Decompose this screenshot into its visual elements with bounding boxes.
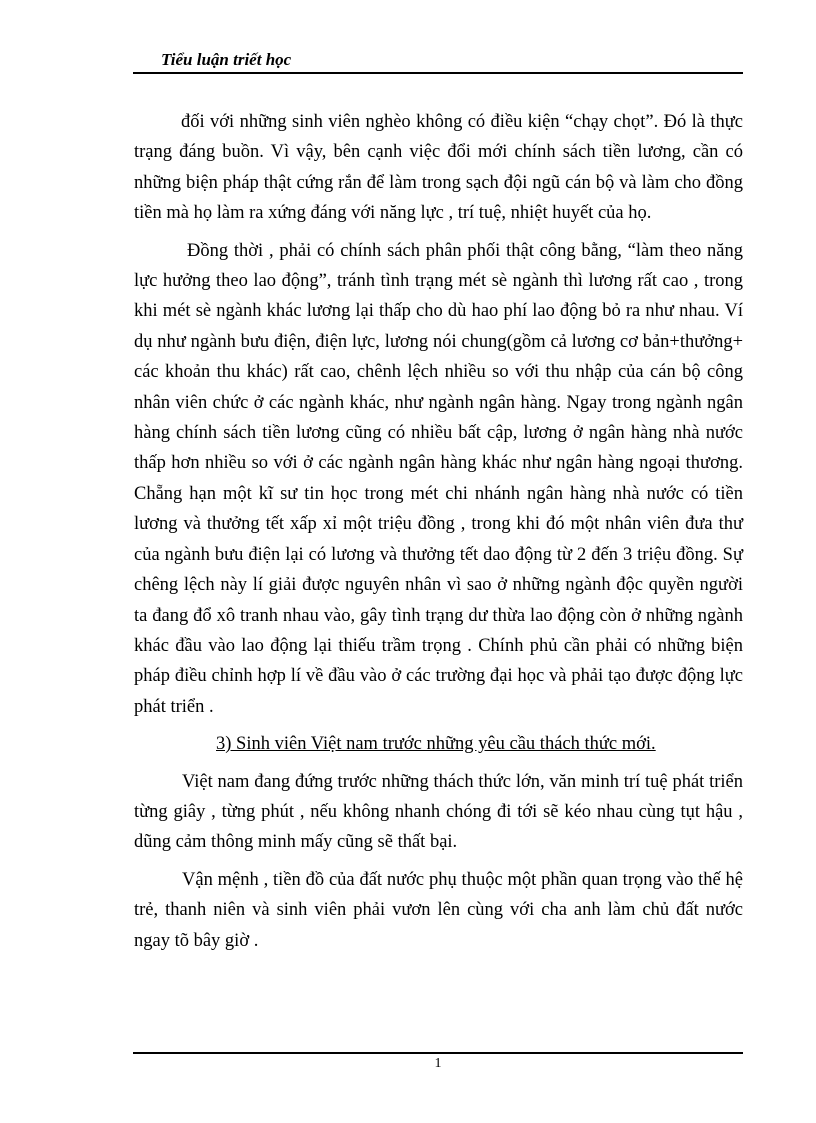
paragraph-2: Đồng thời , phải có chính sách phân phối thật công bằng, “làm theo năng lực hưởng theo lao động”, tránh tình trạng mét sè ngành thì lương rất cao , trong khi mét sè ngành khác lương lại thấp cho dù hao phí lao động bỏ ra như nhau. Ví dụ như ngành bưu điện, điện lực, lương nói chung(gồm cả lương cơ bản+thưởng+ các khoản thu khác) rất cao, chênh lệch nhiều so với thu nhập của cán bộ công nhân viên chức ở các ngành khác, như ngành ngân hàng. Ngay trong ngành ngân hàng chính sách tiền lương cũng có nhiều bất cập, lương ở ngân hàng nhà nước thấp hơn nhiều so với ở các ngành ngân hàng khác như ngân hàng ngoại thương. Chẵng hạn một kĩ sư tin học trong mét chi nhánh ngân hàng nhà nước có tiền lương và thưởng tết xấp xỉ một triệu đồng , trong khi đó một nhân viên đưa thư của ngành bưu điện lại có lương và thưởng tết dao động từ 2 đến 3 triệu đồng. Sự chêng lệch này lí giải được nguyên nhân vì sao ở những ngành độc quyền người ta đang đổ xô tranh nhau vào, gây tình trạng dư thừa lao động còn ở những ngành khác đầu vào lao động lại thiếu trầm trọng . Chính phủ cần phải có những biện pháp điều chỉnh hợp lí về đầu vào ở các trường đại học và phải tạo được động lực phát triển .: [134, 240, 743, 717]
paragraph-4: Vận mệnh , tiền đồ của đất nước phụ thuộc một phần quan trọng vào thế hệ trẻ, thanh niên và sinh viên phải vươn lên cùng với cha anh làm chủ đất nước ngay tõ bây giờ .: [134, 869, 743, 951]
paragraph-3: Việt nam đang đứng trước những thách thức lớn, văn minh trí tuệ phát triển từng giây , từng phút , nếu không nhanh chóng đi tới sẽ kéo nhau cùng tụt hậu , dũng cảm thông minh mấy cũng sẽ thất bại.: [134, 771, 743, 853]
paragraph-1: đối với những sinh viên nghèo không có điều kiện “chạy chọt”. Đó là thực trạng đáng buồn. Vì vậy, bên cạnh việc đổi mới chính sách tiền lương, cần có những biện pháp thật cứng rắn để làm trong sạch đội ngũ cán bộ và làm cho đồng tiền mà họ làm ra xứng đáng với năng lực , trí tuệ, nhiệt huyết của họ.: [134, 112, 743, 224]
footer-divider: [133, 1052, 743, 1054]
header-divider: [133, 72, 743, 74]
document-body: [134, 107, 743, 956]
header-title: Tiểu luận triết học: [161, 50, 292, 69]
page-number: 1: [434, 1056, 442, 1071]
section-heading: 3) Sinh viên Việt nam trước những yêu cầu thách thức mới.: [216, 734, 656, 755]
